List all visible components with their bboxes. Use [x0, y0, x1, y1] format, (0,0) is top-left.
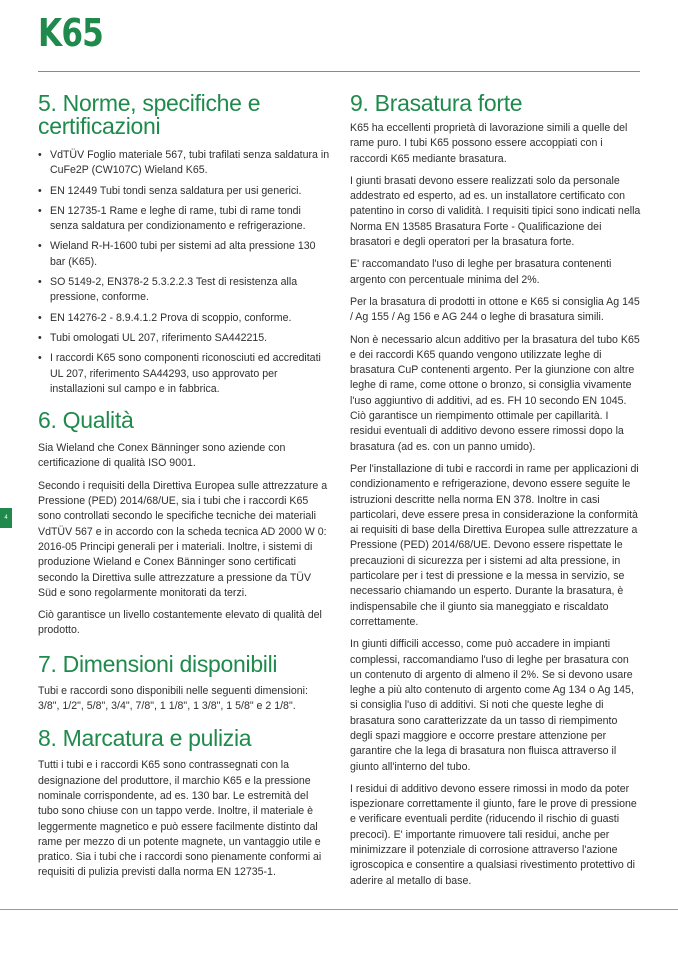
brazing-paragraph-2: I giunti brasati devono essere realizzati solo da personale addestrato ed esperto, ad es. un installatore certificato con patentino in corso di validità. I requisiti tipici sono indicati nella Norma EN 13585 Brasatura Forte - Qualificazione dei brasatori e degli operatori per la brasatura forte. — [350, 174, 641, 249]
brazing-paragraph-6: Per l'installazione di tubi e raccordi in rame per applicazioni di condizionamento e refrigerazione, devono essere seguite le istruzioni descritte nella norma EN 378. Inoltre in casi particolari, deve essere presa in considerazione la conformità ai requisiti di base della Direttiva Europea sulle attrezzature a Pressione (PED) 2014/68/UE. Devono essere rispettate le precauzioni di sicurezza per i sistemi ad alta pressione, in particolare per i test di pressione e la messa in servizio, se necessario chiamando un esperto. Durante la brasatura, è indispensabile che il giunto sia maneggiato e riscaldato correttamente. — [350, 462, 639, 628]
page-number-tab: 4 — [0, 508, 12, 528]
header-divider — [38, 71, 640, 72]
quality-paragraph-1: Sia Wieland che Conex Bänninger sono aziende con certificazione di qualità ISO 9001. — [38, 442, 286, 470]
list-item-text: SO 5149-2, EN378-2 5.3.2.2.3 Test di resistenza alla pressione, conforme. — [50, 276, 298, 304]
brand-logo: K65 — [38, 11, 104, 55]
list-item — [38, 331, 330, 346]
bullet-icon: • — [38, 204, 42, 217]
list-item — [38, 204, 330, 235]
left-column — [38, 92, 330, 888]
brazing-paragraph-5: Non è necessario alcun additivo per la brasatura del tubo K65 e dei raccordi K65 quando vengono utilizzate leghe di brasatura CuP contenenti argento. Per la giunzione con altre leghe di rame, come ottone o bronzo, si consiglia vivamente l'uso aggiuntivo di additivi, ad es. FH 10 secondo EN 1045. Ciò garantisce un riempimento ottimale per capillarità. I residui eventuali di additivo devono essere rimossi dopo la brasatura (ad es. con un panno umido). — [350, 333, 640, 453]
dimensions-paragraph: Tubi e raccordi sono disponibili nelle seguenti dimensioni: 3/8", 1/2", 5/8", 3/4", 7/8", 1 1/8", 1 3/8", 1 5/8" e 2 1/8". — [38, 684, 308, 713]
list-item — [38, 148, 330, 179]
marking-paragraph: Tutti i tubi e i raccordi K65 sono contrassegnati con la designazione del produttore, il marchio K65 e la pressione nominale corrispondente, ad es. 130 bar. Le estremità del tubo sono chiuse con un tappo verde. Inoltre, il materiale è leggermente magnetico e può essere facilmente distinto dal rame per mezzo di un potente magnete, un vantaggio utile e pratico. Sia i tubi che i raccordi sono pienamente conformi ai requisiti di pulizia previsti dalla norma EN 12735-1. — [38, 759, 322, 879]
footer-divider — [0, 909, 678, 910]
bullet-icon: • — [38, 240, 42, 253]
list-item — [38, 184, 330, 199]
bullet-icon: • — [38, 276, 42, 289]
list-item-text: I raccordi K65 sono componenti riconosciuti ed accreditati UL 207, riferimento SA44293, uso approvato per installazioni sul campo e in fabbrica. — [50, 352, 321, 395]
brazing-paragraph-3: E' raccomandato l'uso di leghe per brasatura contenenti argento con percentuale minima del 2%. — [350, 258, 612, 286]
standards-list — [38, 148, 330, 397]
section-5-heading: 5. Norme, specifiche e certificazioni — [38, 90, 261, 139]
bullet-icon: • — [38, 149, 42, 161]
section-7-heading: 7. Dimensioni disponibili — [38, 650, 278, 677]
list-item — [38, 275, 330, 306]
list-item — [38, 239, 330, 270]
list-item-text: EN 12735-1 Rame e leghe di rame, tubi di rame tondi senza saldatura per condizionamento e refrigerazione. — [50, 204, 306, 233]
list-item-text: VdTÜV Foglio materiale 567, tubi trafilati senza saldatura in CuFe2P (CW107C) Wieland K65. — [50, 149, 330, 177]
list-item-text: Wieland R-H-1600 tubi per sistemi ad alta pressione 130 bar (K65). — [50, 240, 316, 268]
section-8-heading: 8. Marcatura e pulizia — [38, 725, 252, 752]
list-item — [38, 351, 330, 397]
quality-paragraph-3: Ciò garantisce un livello costantemente elevato di qualità del prodotto. — [38, 609, 322, 637]
bullet-icon: • — [38, 184, 42, 197]
right-column — [350, 92, 642, 896]
section-9-heading: 9. Brasatura forte — [350, 90, 523, 116]
bullet-icon: • — [38, 311, 42, 324]
list-item-text: EN 14276-2 - 8.9.4.1.2 Prova di scoppio, conforme. — [50, 311, 292, 324]
brazing-paragraph-7: In giunti difficili accesso, come può accadere in impianti complessi, raccomandiamo l'uso di leghe per brasatura con un contenuto di argento di almeno il 2%. Se si devono usare leghe a più alto contenuto di argento come Ag 134 o Ag 145, si consiglia l'uso di additivi. Si noti che queste leghe di brasatura sono caratterizzate da un tasso di riempimento degli spazi maggiore e occorre prestare attenzione per garantire che la lega di brasatura non fluisca attraverso il giunto all'interno del tubo. — [350, 638, 634, 773]
bullet-icon: • — [38, 352, 42, 365]
brazing-paragraph-8: I residui di additivo devono essere rimossi in modo da poter ispezionare correttamente il giunto, fare le prove di pressione e verificare eventuali perdite (riducendo il rischio di guasti precoci). E' importante rimuovere tali residui, anche per minimizzare il potenziale di corrosione attraverso l'azione igroscopica e consentire a qualsiasi rivestimento protettivo di aderire al metallo di base. — [350, 782, 637, 887]
bullet-icon: • — [38, 331, 42, 344]
list-item-text: Tubi omologati UL 207, riferimento SA442215. — [50, 331, 268, 344]
section-6-heading: 6. Qualità — [38, 407, 134, 434]
brazing-paragraph-4: Per la brasatura di prodotti in ottone e K65 si consiglia Ag 145 / Ag 155 / Ag 156 e AG 244 o leghe di brasatura simili. — [350, 295, 640, 324]
list-item — [38, 311, 330, 326]
list-item-text: EN 12449 Tubi tondi senza saldatura per usi generici. — [50, 184, 302, 197]
brazing-paragraph-1: K65 ha eccellenti proprietà di lavorazione simili a quelle del rame puro. I tubi K65 possono essere accoppiati con i raccordi K65 mediante brasatura. — [350, 122, 628, 165]
quality-paragraph-2: Secondo i requisiti della Direttiva Europea sulle attrezzature a Pressione (PED) 2014/68/UE, sia i tubi che i raccordi K65 sono controllati secondo le specifiche tecniche dei materiali VdTÜV 567 e in accordo con la scheda tecnica AD 2000 W 0: 2016-05 Principi generali per i materiali. Inoltre, i sistemi di produzione Wieland e Conex Bänninger sono certificati secondo la Direttiva sulle attrezzature a pressione da TÜV Süd e sono regolarmente monitorati da terzi. — [38, 479, 328, 599]
